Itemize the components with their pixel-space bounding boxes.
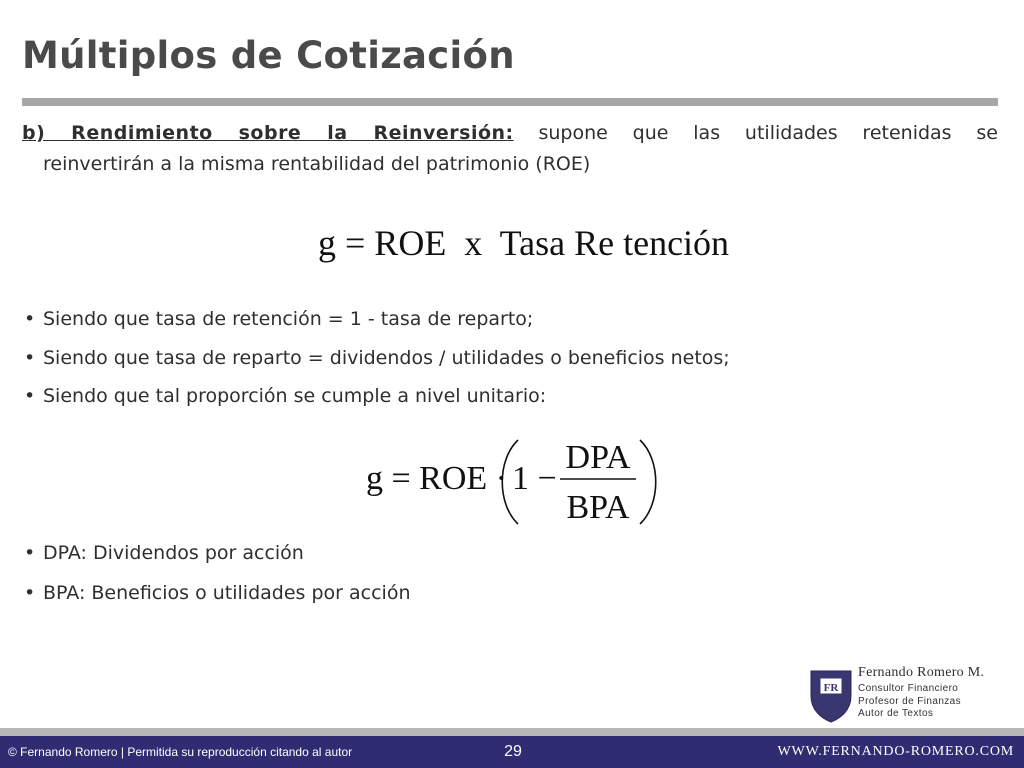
- formula-growth-payout: [0, 432, 1024, 532]
- footer-website-link[interactable]: WWW.FERNANDO-ROMERO.COM: [777, 744, 1014, 759]
- list-item: • Siendo que tasa de retención = 1 - tasa de reparto;: [24, 300, 730, 339]
- definitions-list: [24, 534, 411, 613]
- intro-paragraph: [22, 118, 998, 149]
- logo-text: FR: [823, 682, 839, 694]
- intro-text-line1: supone que las utilidades retenidas se: [513, 122, 998, 144]
- brand-line-consultant: Consultor Financiero: [858, 683, 959, 694]
- bullet-icon: •: [24, 581, 36, 604]
- bullet-icon: •: [24, 308, 36, 330]
- formula2-numerator: DPA: [565, 439, 631, 476]
- intro-label: b) Rendimiento sobre la Reinversión:: [22, 122, 514, 144]
- formula2-lhs: g = ROE ·: [366, 460, 507, 497]
- slide-title: Múltiplos de Cotización: [22, 34, 515, 77]
- footer: [0, 736, 1024, 768]
- page-number: 29: [504, 743, 522, 760]
- title-rule: [22, 98, 998, 106]
- brand-line-professor: Profesor de Finanzas: [858, 696, 962, 707]
- formula-growth-retention: g = ROE x Tasa Re tención: [318, 223, 730, 263]
- bullet-list: [24, 300, 730, 416]
- shield-logo-icon: [808, 668, 854, 724]
- formula2-one-minus: 1 −: [512, 460, 557, 497]
- list-item: • DPA: Dividendos por acción: [24, 534, 411, 574]
- bullet-icon: •: [24, 385, 36, 407]
- footer-top-bar: [0, 728, 1024, 736]
- right-paren-icon: [640, 440, 656, 524]
- bullet-icon: •: [24, 542, 36, 564]
- footer-copyright: © Fernando Romero | Permitida su reproducción citando al autor: [8, 745, 353, 759]
- list-item: • Siendo que tal proporción se cumple a nivel unitario:: [24, 377, 730, 416]
- brand-name: Fernando Romero M.: [858, 665, 985, 680]
- intro-text-line2: reinvertirán a la misma rentabilidad del patrimonio (ROE): [43, 153, 591, 175]
- list-item: • Siendo que tasa de reparto = dividendos / utilidades o beneficios netos;: [24, 339, 730, 378]
- list-item: • BPA: Beneficios o utilidades por acción: [24, 574, 411, 614]
- formula2-denominator: BPA: [566, 489, 630, 526]
- brand-block: [808, 665, 1018, 724]
- brand-line-author: Autor de Textos: [858, 708, 934, 719]
- bullet-icon: •: [24, 346, 36, 369]
